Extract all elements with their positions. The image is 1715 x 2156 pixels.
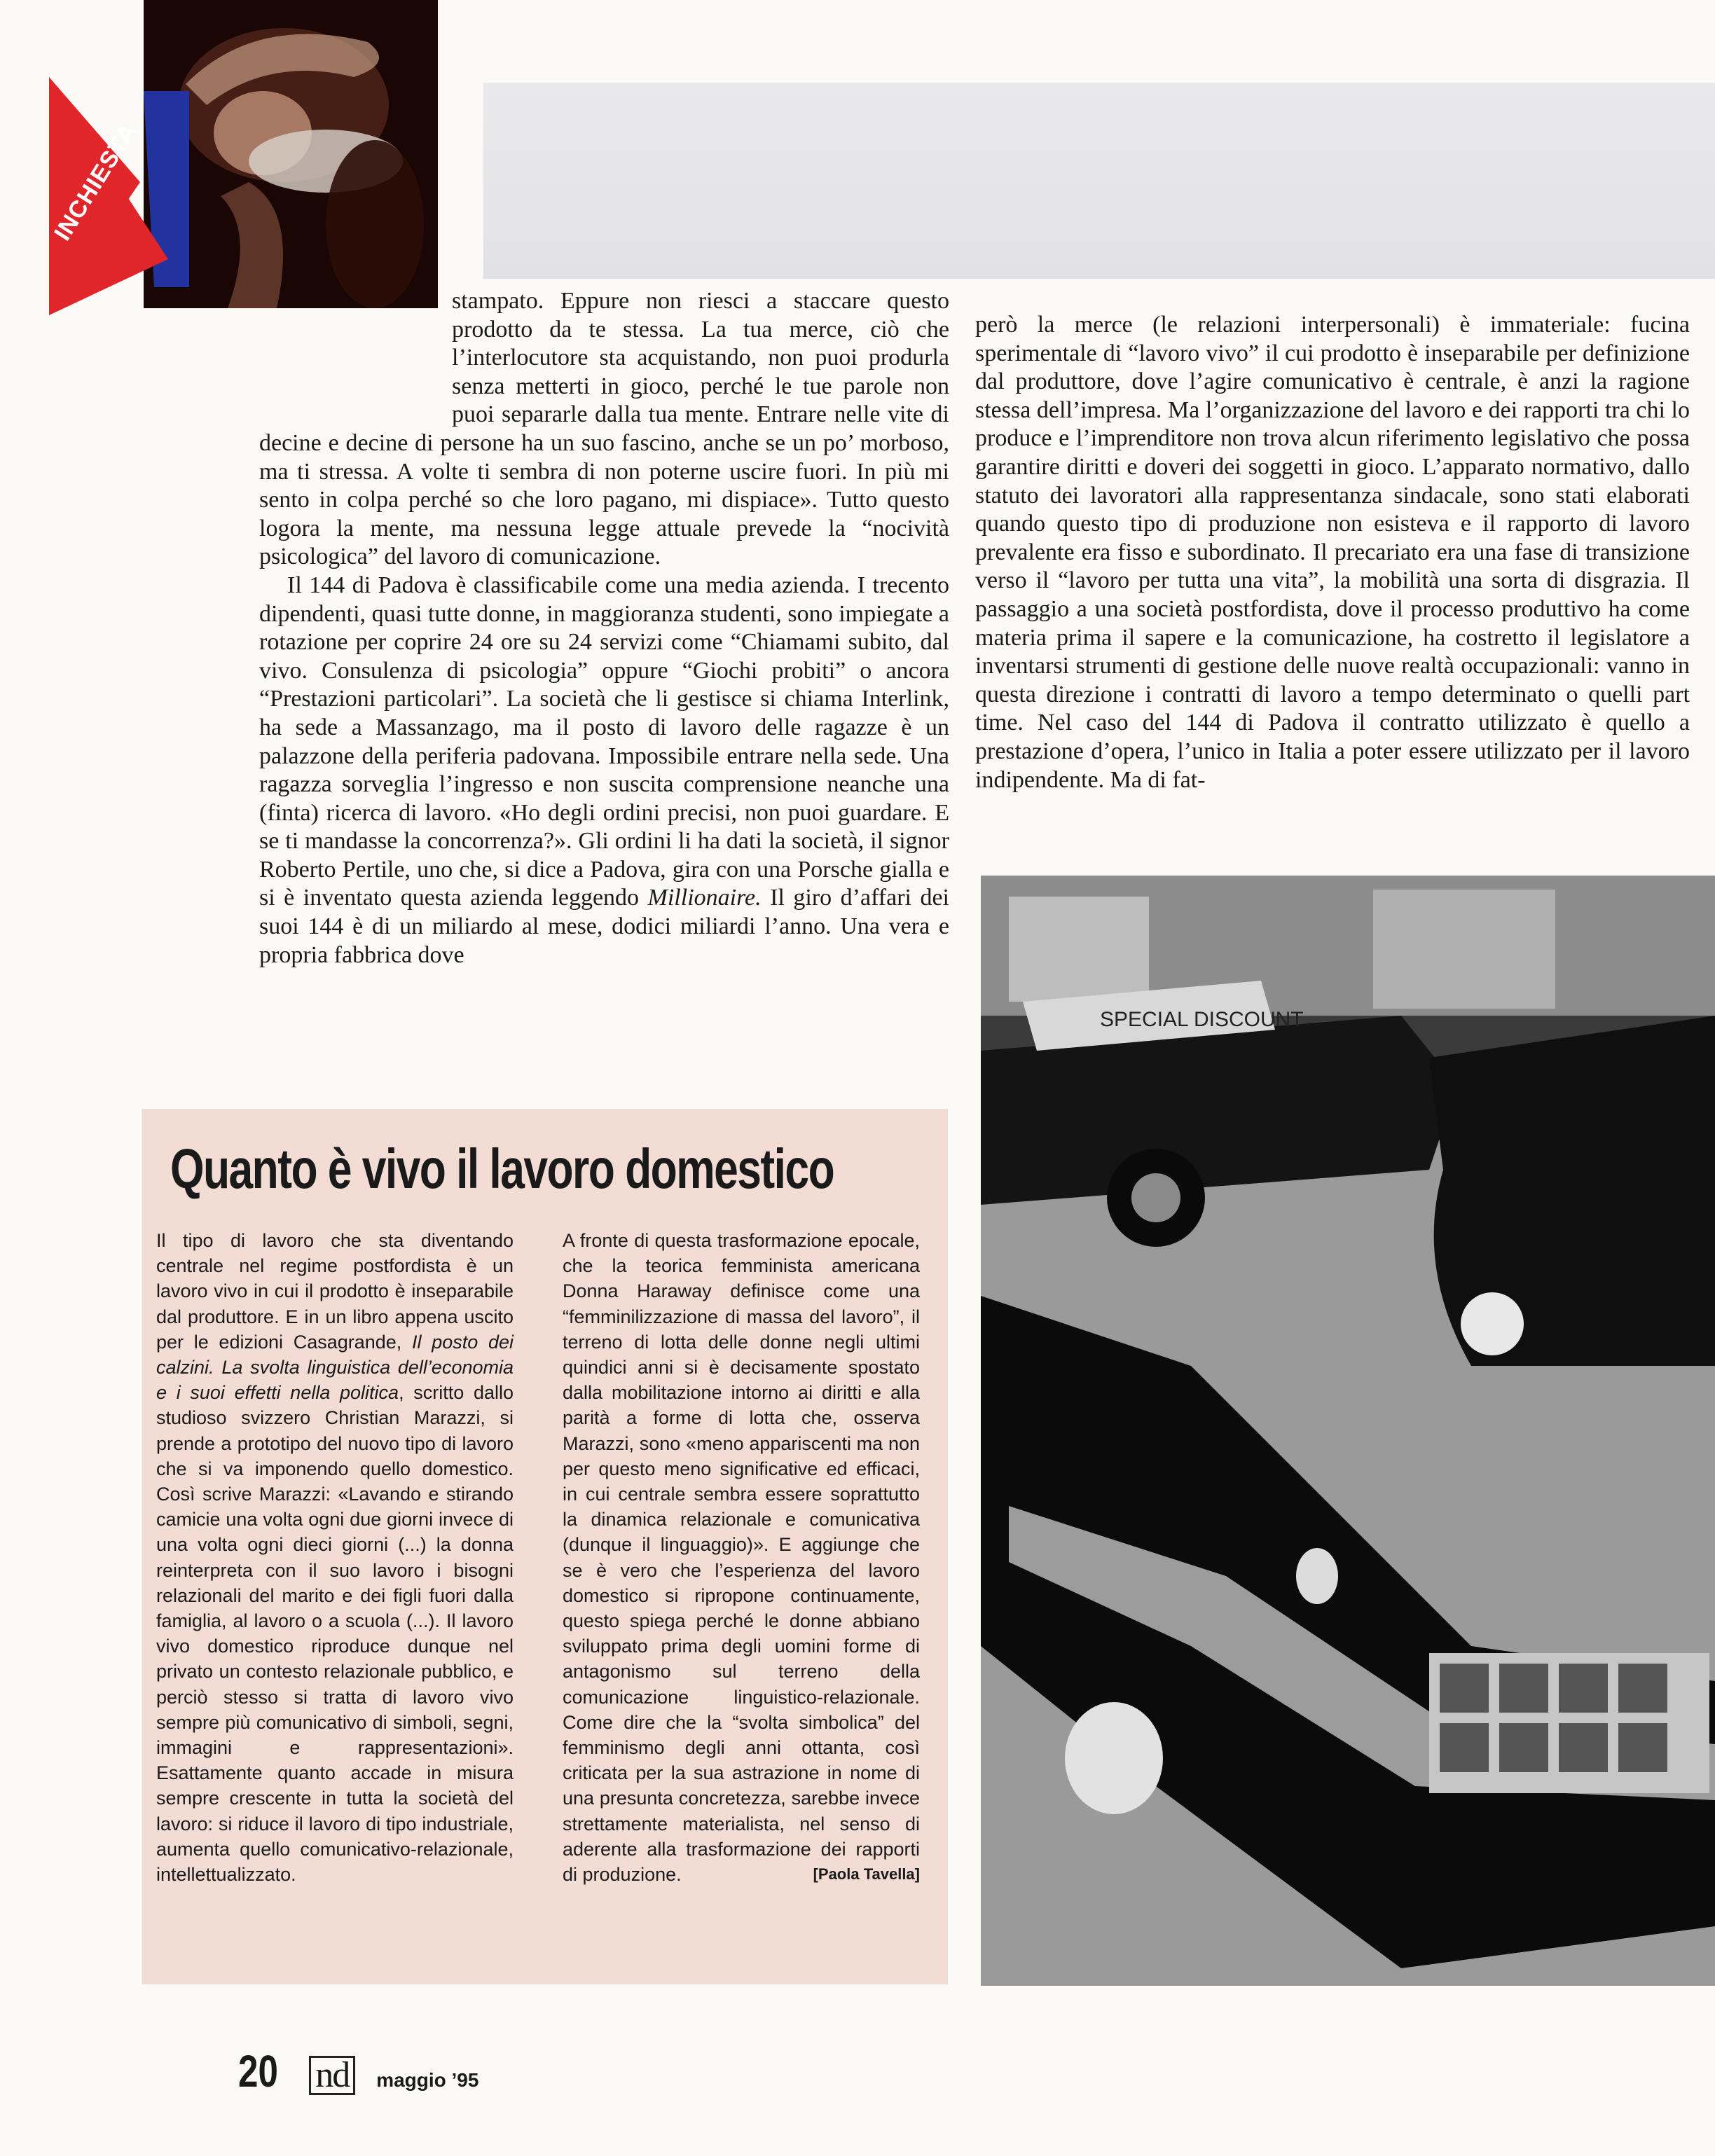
byline: [Paola Tavella]: [813, 1865, 920, 1884]
article-paragraph: però la merce (le relazioni interpersonali) è immateriale: fucina sperimentale di “lavoro vivo” il cui prodotto è inseparabile per definizione dal produttore, dove l’agire comunicativo è centrale, è anzi la ragione stessa dell’impresa. Ma l’organizzazione del lavoro e dei rapporti tra chi lo produce e l’imprenditore non trova alcun riferimento legislativo che possa garantire diritti e doveri dei soggetti in gioco. L’apparato normativo, dallo statuto dei lavoratori alla rappresentanza sindacale, sono stati elaborati quando questo tipo di produzione non esisteva e il rapporto di lavoro prevalente era fisso e subordinato. Il precariato era una fase di transizione verso il “lavoro per tutta una vita”, la mobilità una sorta di disgrazia. Il passaggio a una società postfordista, dove il processo produttivo ha come materia prima il sapere e la comunicazione, ha costretto il legislatore a inventarsi strumenti di gestione delle nuove realtà occupazionali: vanno in questa direzione i contratti di lavoro a tempo determinato o quelli part time. Nel caso del 144 di Padova il contratto utilizzato è quello a prestazione d’opera, l’unico in Italia a poter essere utilizzato per il lavoro indipendente. Ma di fat-: [975, 312, 1690, 793]
page-footer: [238, 2045, 479, 2096]
article-paragraph: stampato. Eppure non riesci a staccare questo prodotto da te stessa. La tua merce, ciò che l’interlocutore sta acquistando, non puoi produrla senza metterti in gioco, perché le tue parole non puoi separarle dalla tua mente. Entrare nelle vite di decine e decine di persone ha un suo fascino, anche se un po’ morboso, ma ti stressa. A volte ti sembra di non poterne uscire fuori. In più mi sento in colpa perché so che loro pagano, mi dispiace». Tutto questo logora la mente, ma nessuna legge attuale prevede la “nocività psicologica” del lavoro di comunicazione.: [259, 288, 949, 570]
sign-text: SPECIAL DISCOUNT: [1100, 1008, 1304, 1031]
sidebar-column-right: A fronte di questa trasformazione epocale, che la teorica femminista americana Donna Haraway definisce come una “femminilizzazione di massa del lavoro”, il terreno di lotta delle donne negli ultimi quindici anni si è decisamente spostato dalla mobilitazione intorno ai diritti e alla parità a forme di lotta che, osserva Marazzi, sono «meno appariscenti ma non per questo meno significative ed efficaci, in cui centrale sembra essere soprattutto la dinamica relazionale e comunicativa (dunque il linguaggio)». E aggiunge che se è vero che l’esperienza del lavoro domestico si ripropone continuamente, questo spiega perché le donne abbiano sviluppato prima degli uomini forme di antagonismo sul terreno della comunicazione linguistico-relazionale. Come dire che la “svolta simbolica” del femminismo degli anni ottanta, così criticata per la sua astrazione in nome di una presunta concretezza, sarebbe invece strettamente materialista, nel senso di aderente alla trasformazione dei rapporti di produzione. [Paola Tavella]: [563, 1228, 920, 1887]
header-band: [483, 83, 1715, 279]
magazine-title: Millionaire.: [647, 885, 762, 911]
article-paragraph: Il 144 di Padova è classificabile come una media azienda. I trecento dipendenti, quasi tutte donne, in maggioranza studenti, sono impiegate a rotazione per coprire 24 ore su 24 servizi come “Chiamami subito, dal vivo. Consulenza di psicologia” oppure “Giochi probiti” o ancora “Prestazioni particolari”. La società che li gestisce si chiama Interlink, ha sede a Massanzago, ma il posto di lavoro delle ragazze è un palazzone della periferia padovana. Impossibile entrare nella sede. Una ragazza sorveglia l’ingresso e non suscita comprensione neanche una (finta) ricerca di lavoro. «Ho degli ordini precisi, non puoi guardare. E se ti mandasse la concorrenza?». Gli ordini li ha dati la società, il signor Roberto Pertile, uno che, si dice a Padova, gira con una Porsche gialla e si è inventato questa azienda leggendo Millionaire. Il giro d’affari dei suoi 144 è di un miliardo al mese, dodici miliardi l’anno. Una vera e propria fabbrica dove: [259, 572, 949, 968]
sidebar-column-left: Il tipo di lavoro che sta diventando centrale nel regime postfordista è un lavoro vivo in cui il prodotto è inseparabile dal produttore. E in un libro appena uscito per le edizioni Casagrande, Il posto dei calzini. La svolta linguistica dell’economia e i suoi effetti nella politica, scritto dallo studioso svizzero Christian Marazzi, si prende a prototipo del nuovo tipo di lavoro che si va imponendo quello domestico. Così scrive Marazzi: «Lavando e stirando camicie una volta ogni due giorni invece di una volta ogni dieci giorni (...) la donna reinterpreta con il suo lavoro i bisogni relazionali del marito e dei figli fuori dalla famiglia, al lavoro o a scuola (...). Il lavoro vivo domestico riproduce dunque nel privato un contesto relazionale pubblico, e perciò stesso si tratta di lavoro vivo sempre più comunicativo di simboli, segni, immagini e rappresentazioni». Esattamente quanto accade in misura sempre crescente in tutta la società del lavoro: si riduce il lavoro di tipo industriale, aumenta quello comunicativo-relazionale, intellettualizzato.: [156, 1230, 514, 1886]
article-column-1: [259, 287, 949, 969]
magazine-logo: nd: [309, 2056, 355, 2095]
article-column-2: [975, 287, 1690, 818]
issue-date: maggio ’95: [376, 2069, 479, 2091]
sidebar-box: [142, 1109, 948, 1984]
book-title: Il posto dei calzini. La svolta linguistica dell’economia e i suoi effetti nella politica: [156, 1331, 514, 1404]
section-label: INCHIESTA: [49, 118, 142, 246]
sidebar-title: Quanto è vivo il lavoro domestico: [170, 1138, 834, 1200]
cars-photo: [981, 876, 1715, 1986]
page-number: 20: [238, 2046, 278, 2096]
